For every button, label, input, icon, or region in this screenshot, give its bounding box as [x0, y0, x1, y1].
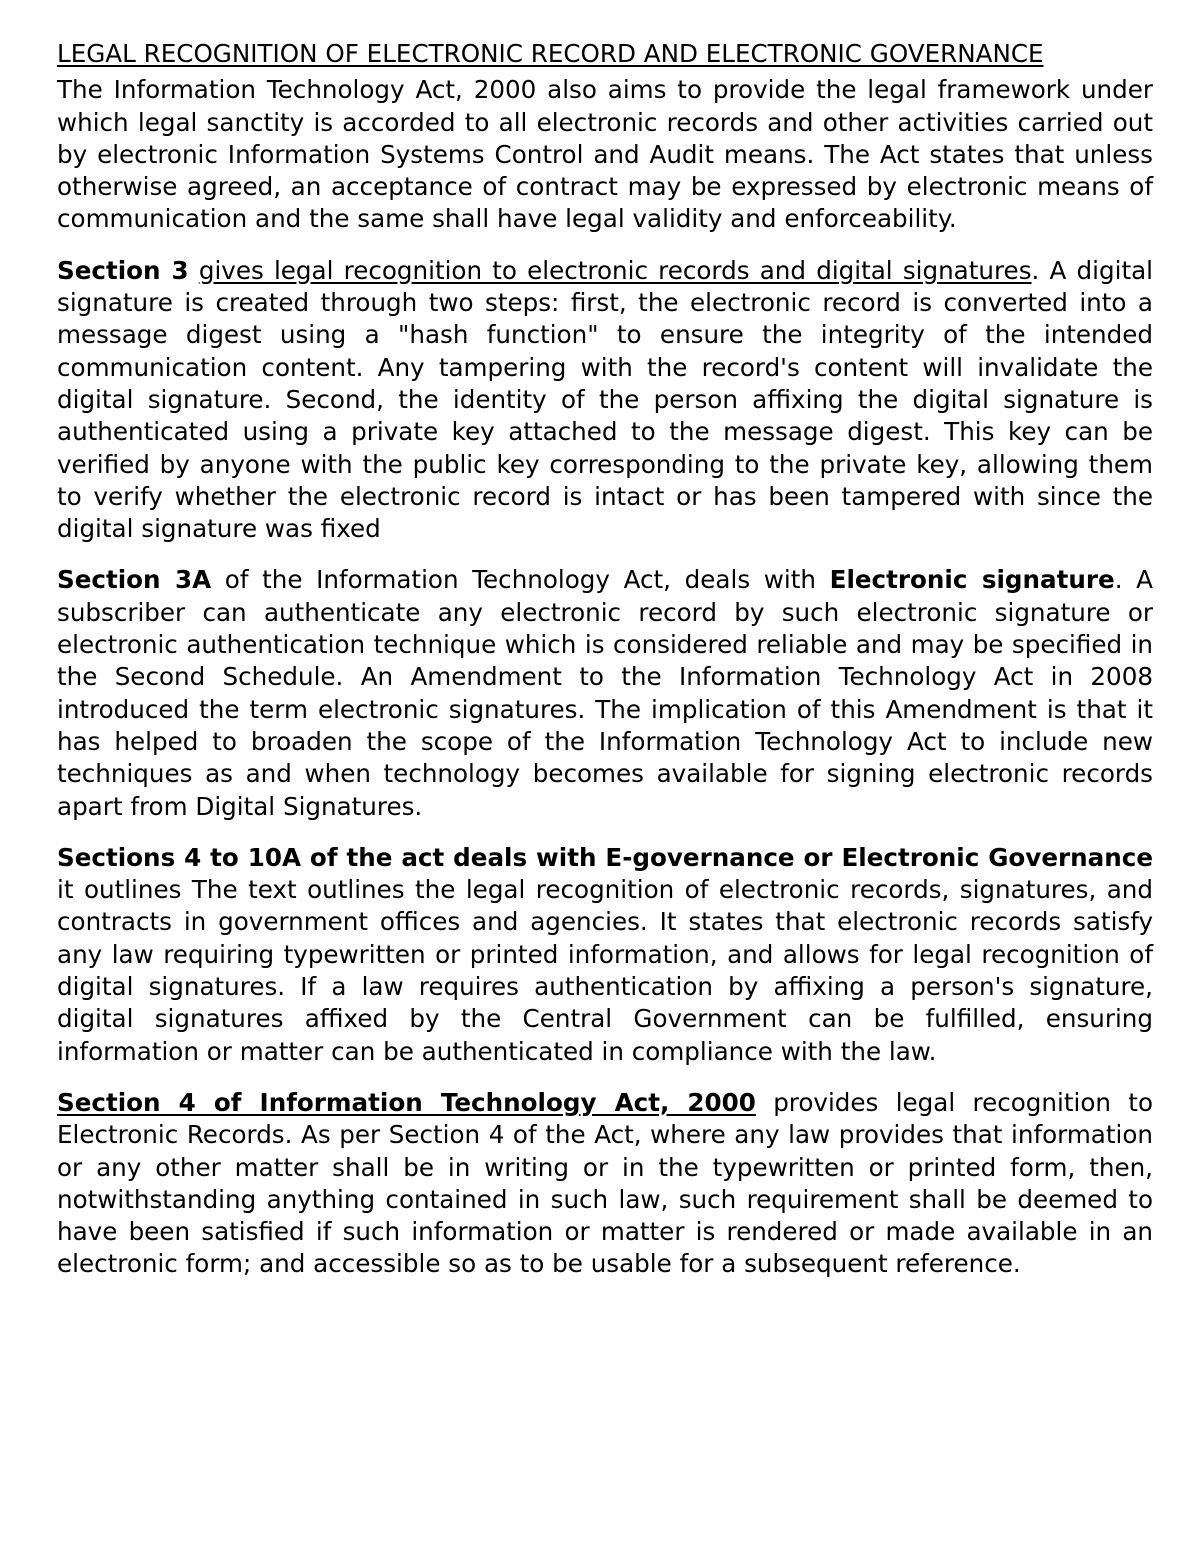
section-3a-label: Section 3A [57, 565, 212, 595]
paragraph-text: The Information Technology Act, 2000 also aims to provide the legal framework under which legal sanctity is accorded to all electronic records and other activities carried out by electronic Information Systems Control and Audit means. The Act states that unless otherwise agreed, an acceptance of contract may be expressed by electronic means of communication and the same shall have legal validity and enforceability. [57, 75, 1153, 234]
paragraph-section-3a [57, 564, 1153, 822]
section-4-link[interactable]: Section 4 of Information Technology Act, 2000 [57, 1087, 756, 1117]
document-page [57, 38, 1153, 1300]
paragraph-it-act-overview [57, 74, 1153, 235]
paragraph-section-3 [57, 255, 1153, 546]
paragraph-text: . A digital signature is created through two steps: first, the electronic record is converted into a message digest using a "hash function" to ensure the integrity of the intended communication content. Any tampering with the record's content will invalidate the digital signature. Second, the identity of the person affixing the digital signature is authenticated using a private key attached to the message digest. This key can be verified by anyone with the public key corresponding to the private key, allowing them to verify whether the electronic record is intact or has been tampered with since the digital signature was fixed [57, 255, 1153, 544]
paragraph-text: provides legal recognition to Electronic Records. As per Section 4 of the Act, where any law provides that information or any other matter shall be in writing or in the typewritten or printed form, then, notwithstanding anything contained in such law, such requirement shall be deemed to have been satisfied if such information or matter is rendered or made available in an electronic form; and accessible so as to be usable for a subsequent reference. [57, 1087, 1153, 1279]
sections-4-10a-label: Sections 4 to 10A of the act deals with E-governance or Electronic Governance [57, 842, 1153, 872]
section-3-link[interactable]: gives legal recognition to electronic records and digital signatures [198, 255, 1032, 285]
paragraph-text: of the Information Technology Act, deals with [211, 565, 830, 595]
paragraph-sections-4-to-10a [57, 842, 1153, 1068]
paragraph-text: it outlines The text outlines the legal recognition of electronic records, signatures, and contracts in government offices and agencies. It states that electronic records satisfy any law requiring typewritten or printed information, and allows for legal recognition of digital signatures. If a law requires authentication by affixing a person's signature, digital signatures affixed by the Central Government can be fulfilled, ensuring information or matter can be authenticated in compliance with the law. [57, 875, 1153, 1066]
paragraph-section-4 [57, 1087, 1153, 1281]
paragraph-text: . A subscriber can authenticate any electronic record by such electronic signature or electronic authentication technique which is considered reliable and may be specified in the Second Schedule. An Amendment to the Information Technology Act in 2008 introduced the term electronic signatures. The implication of this Amendment is that it has helped to broaden the scope of the Information Technology Act to include new techniques as and when technology becomes available for signing electronic records apart from Digital Signatures. [57, 565, 1153, 821]
document-heading: LEGAL RECOGNITION OF ELECTRONIC RECORD AND ELECTRONIC GOVERNANCE [57, 39, 1044, 68]
electronic-signature-term: Electronic signature [829, 565, 1115, 595]
section-3-label: Section 3 [57, 255, 189, 285]
